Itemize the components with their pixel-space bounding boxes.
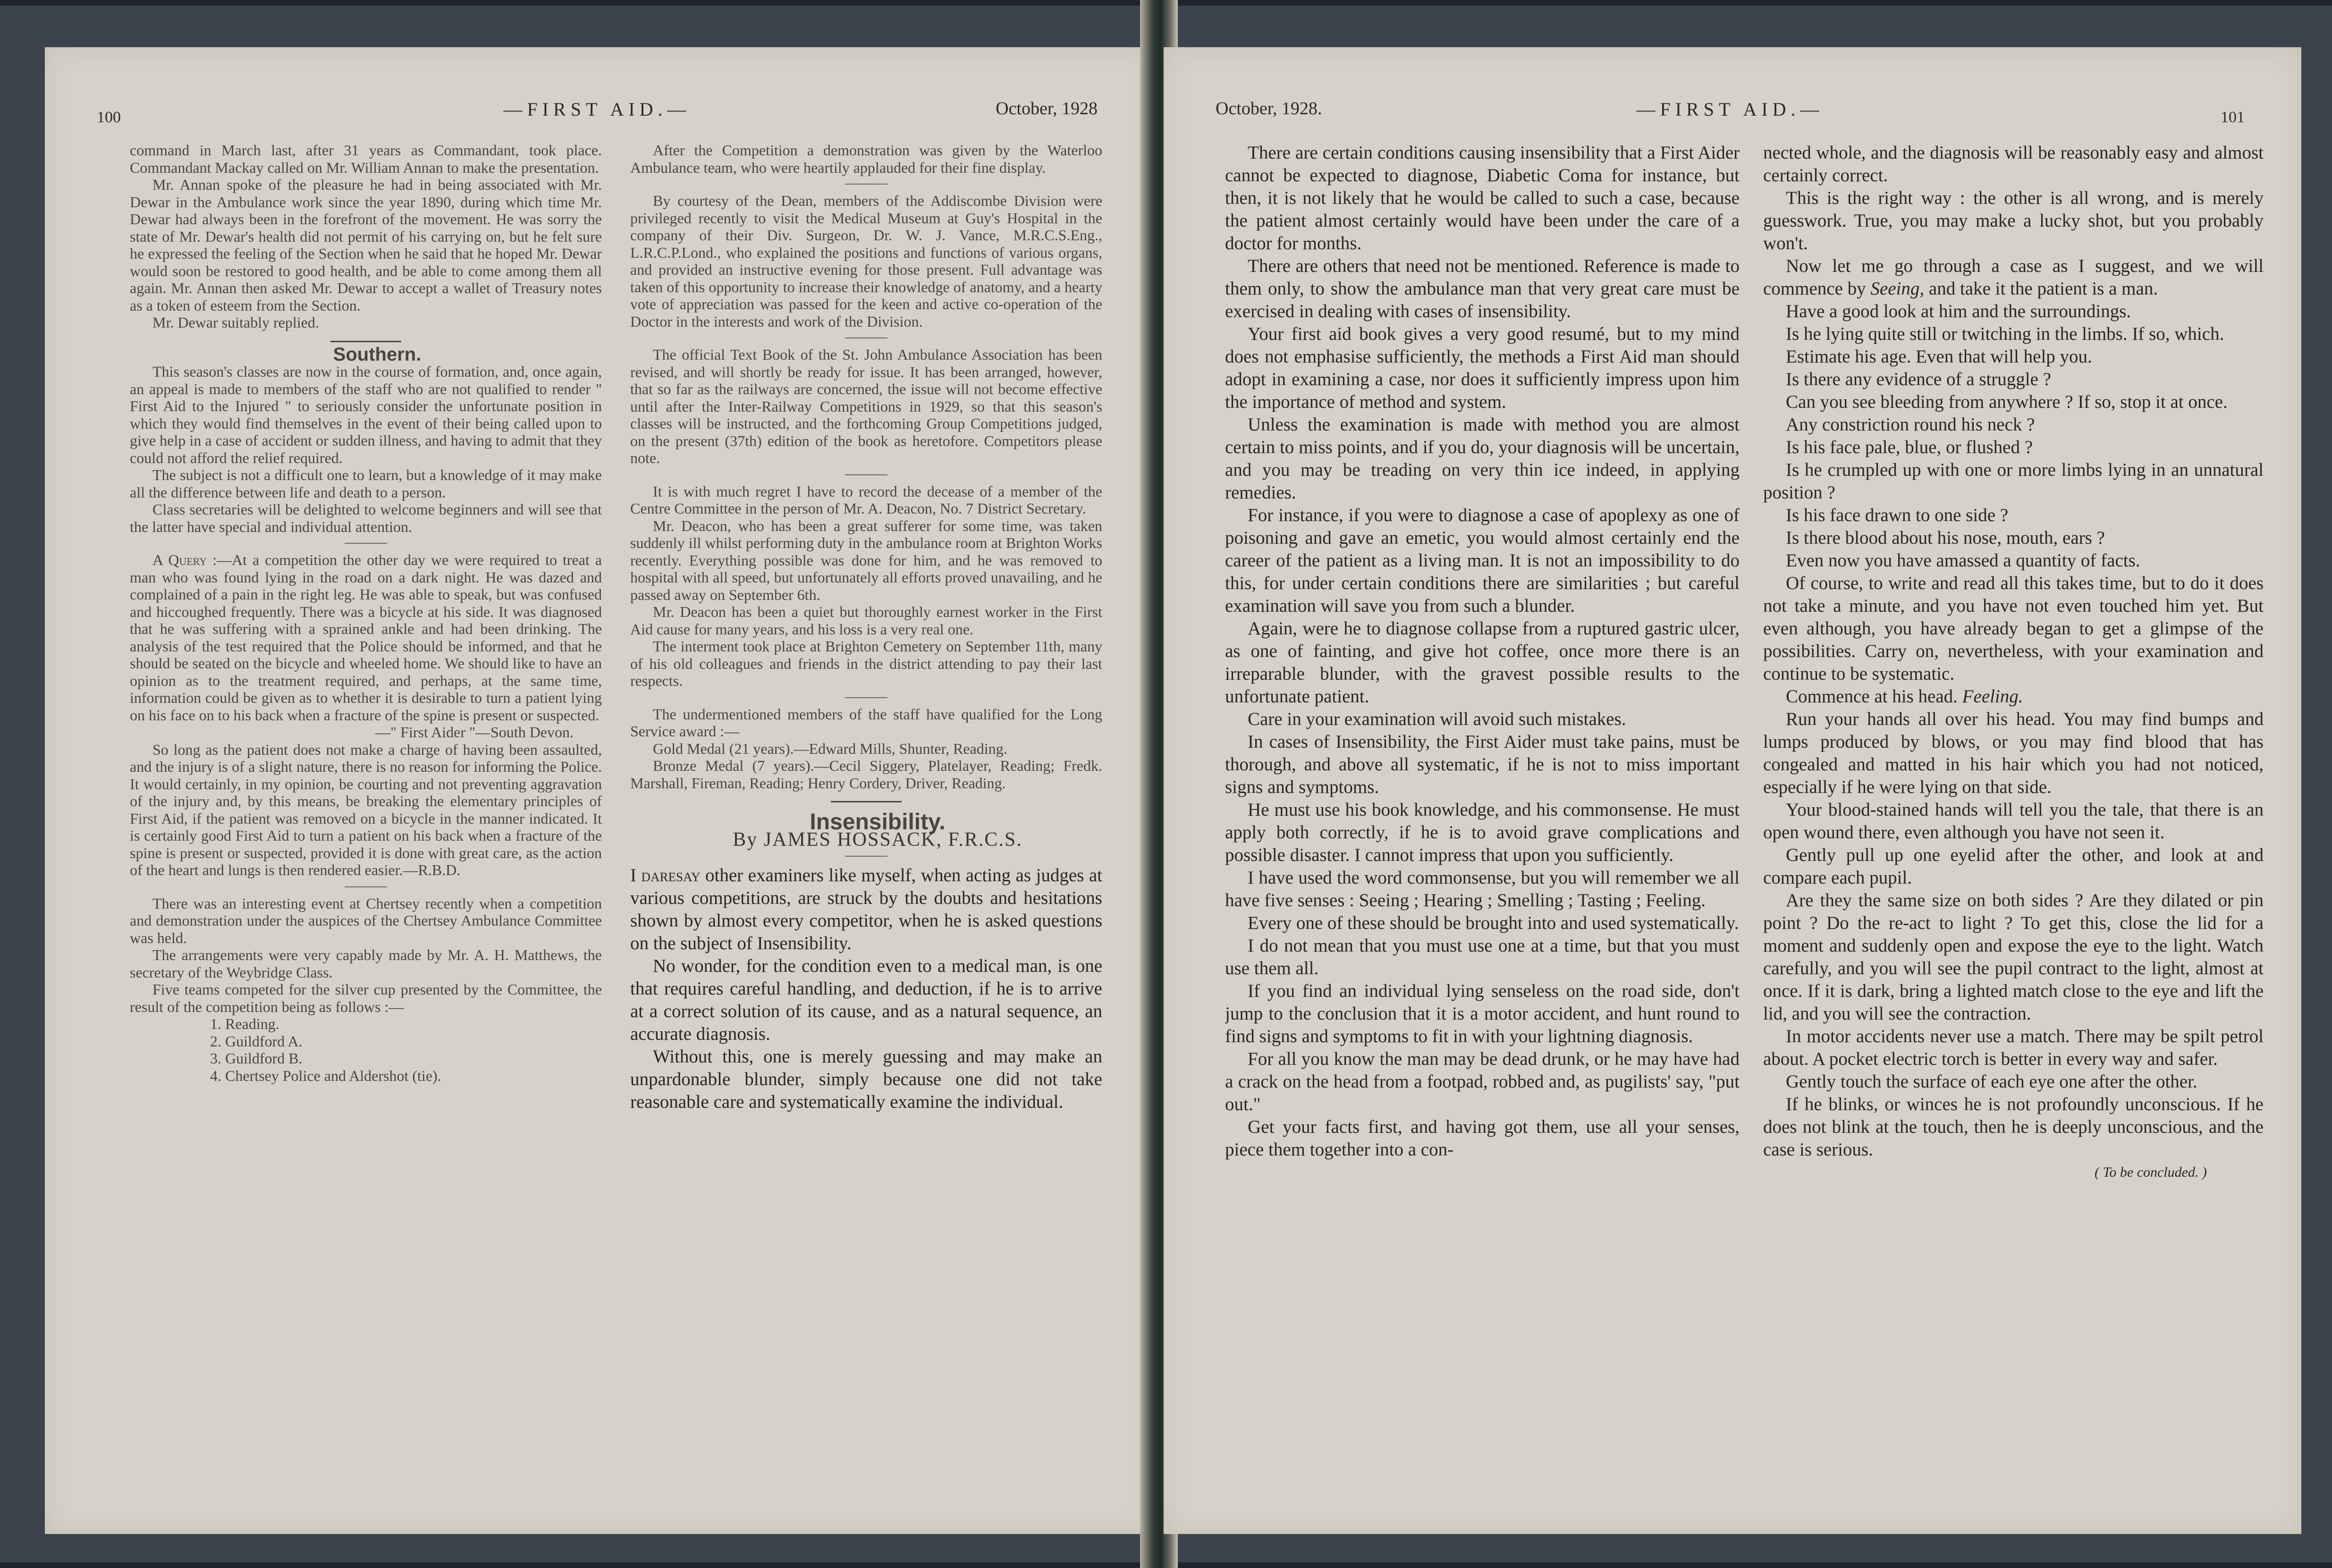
paragraph: Any constriction round his neck ? xyxy=(1786,414,2035,435)
left-running-head xyxy=(97,98,1098,131)
result-item: 1. Reading. xyxy=(210,1015,279,1032)
right-magazine-title: —FIRST AID.— xyxy=(1636,99,1824,120)
paragraph: Bronze Medal (7 years).—Cecil Siggery, Platelayer, Reading; Fredk. Marshall, Fireman, Reading; Henry Cordery, Driver, Reading. xyxy=(630,757,1102,792)
paragraph: Your first aid book gives a very good resumé, but to my mind does not emphasise sufficiently, the methods a First Aid man should adopt in examining a case, nor does it sufficiently impress upon him the importance of method and system. xyxy=(1225,324,1740,412)
paragraph: Is he lying quite still or twitching in the limbs. If so, which. xyxy=(1786,324,2224,344)
paragraph: I do not mean that you must use one at a time, but that you must use them all. xyxy=(1225,936,1740,978)
paragraph: Mr. Deacon, who has been a great sufferer for some time, was taken suddenly ill whilst performing duty in the ambulance room at Brighton Works recently. Everything possible was done for him, and he was removed to hospital with all speed, but unfortunately all efforts proved unavailing, and he passed away on September 6th. xyxy=(630,517,1102,603)
paragraph: Class secretaries will be delighted to welcome beginners and will see that the latter have special and individual attention. xyxy=(130,501,602,535)
divider xyxy=(845,184,887,185)
paragraph: Mr. Annan spoke of the pleasure he had in being associated with Mr. Dewar in the Ambulance work since the year 1890, during which time Mr. Dewar had always been in the forefront of the movement. He was sorry the state of Mr. Dewar's health did not permit of his carrying on, but he felt sure he expressed the feeling of the Section when he said that he hoped Mr. Dewar would soon be restored to good health, and be able to come among them all again. Mr. Annan then asked Mr. Dewar to accept a wallet of Treasury notes as a token of esteem from the Section. xyxy=(130,176,602,314)
divider xyxy=(345,543,387,544)
right-page xyxy=(1164,47,2301,1534)
query-paragraph xyxy=(130,551,602,724)
paragraph: Estimate his age. Even that will help you. xyxy=(1786,346,2092,367)
left-issue-date: October, 1928 xyxy=(996,99,1098,118)
paragraph: Without this, one is merely guessing and may make an unpardonable blunder, simply because one did not take reasonable care and systematically examine the individual. xyxy=(630,1046,1102,1112)
paragraph: Gently touch the surface of each eye one after the other. xyxy=(1786,1071,2197,1092)
divider xyxy=(845,856,887,857)
paragraph: The subject is not a difficult one to learn, but a knowledge of it may make all the difference between life and death to a person. xyxy=(130,466,602,501)
paragraph: So long as the patient does not make a charge of having been assaulted, and the injury is of a slight nature, there is no reason for informing the Police. It would certainly, in my opinion, be courting and not preventing aggravation of the injury and, by this means, be breaking the elementary principles of First Aid, if the patient was removed on a bicycle in the manner indicated. It is certainly good First Aid to turn a patient on his back when a fracture of the spine is present or suspected, provided it is done with great care, as the action of the heart and lungs is then rendered easier.—R.B.D. xyxy=(130,741,602,878)
paragraph: Is his face pale, blue, or flushed ? xyxy=(1786,437,2033,457)
paragraph: For instance, if you were to diagnose a case of apoplexy as one of poisoning and gave an emetic, you would almost certainly end the career of the patient as a living man. It is not an impossibility to do this, for under certain conditions there are similarities ; but careful examination will save you from such a blunder. xyxy=(1225,505,1740,616)
paragraph: In cases of Insensibility, the First Aider must take pains, must be thorough, and above all systematic, if he is not to miss important signs and symptoms. xyxy=(1225,732,1740,797)
paragraph: The undermentioned members of the staff have qualified for the Long Service award :— xyxy=(630,705,1102,740)
paragraph: I have used the word commonsense, but you will remember we all have five senses : Seeing ; Hearing ; Smelling ; Tasting ; Feeling. xyxy=(1225,868,1740,910)
paragraph: Every one of these should be brought into and used systematically. xyxy=(1248,913,1739,933)
paragraph: There are others that need not be mentioned. Reference is made to them only, to show the ambulance man that very great care must be exercised in dealing with cases of insensibility. xyxy=(1225,256,1740,321)
paragraph: Gently pull up one eyelid after the other, and look at and compare each pupil. xyxy=(1763,845,2264,888)
paragraph: There was an interesting event at Chertsey recently when a competition and demonstration under the auspices of the Chertsey Ambulance Committee was held. xyxy=(130,894,602,946)
paragraph xyxy=(630,864,1102,955)
paragraph: Gold Medal (21 years).—Edward Mills, Shunter, Reading. xyxy=(653,740,1007,757)
result-item: 3. Guildford B. xyxy=(210,1050,303,1067)
divider xyxy=(345,886,387,887)
paragraph: Five teams competed for the silver cup presented by the Committee, the result of the competition being as follows :— xyxy=(130,981,602,1015)
paragraph: By courtesy of the Dean, members of the Addiscombe Division were privileged recently to visit the Medical Museum at Guy's Hospital in the company of their Div. Surgeon, Dr. W. J. Vance, M.R.C.S.Eng., L.R.C.P.Lond., who explained the positions and functions of various organs, and provided an instructive evening for those present. Full advantage was taken of this opportunity to increase their knowledge of anatomy, and a hearty vote of appreciation was passed for the keen and active co-operation of the Doctor in the interests and work of the Division. xyxy=(630,192,1102,330)
paragraph: For all you know the man may be dead drunk, or he may have had a crack on the head from a footpad, robbed and, as pugilists' say, "put out." xyxy=(1225,1049,1740,1114)
paragraph: Again, were he to diagnose collapse from a ruptured gastric ulcer, as one of fainting, and give hot coffee, once more there is an irreparable blunder, with the gravest possible results to the unfortunate patient. xyxy=(1225,618,1740,707)
paragraph: Is his face drawn to one side ? xyxy=(1786,505,2009,525)
paragraph-text: other examiners like myself, when acting as judges at various competitions, are struck by the doubts and hesitations shown by almost every competitor, when he is asked questions on the subject of Insensibility. xyxy=(630,865,1102,953)
section-heading-southern: Southern. xyxy=(333,344,422,365)
paragraph: The official Text Book of the St. John Ambulance Association has been revised, and will shortly be ready for issue. It has been arranged, however, that so far as the railways are concerned, the issue will not become effective until after the Inter-Railway Competitions in 1929, so that this season's classes will be instructed, and the forthcoming Group Competitions judged, on the present (37th) edition of the book as heretofore. Competitors please note. xyxy=(630,346,1102,466)
article-title: Insensibility. xyxy=(810,809,946,835)
paragraph: Mr. Deacon has been a quiet but thoroughly earnest worker in the First Aid cause for many years, and his loss is a very real one. xyxy=(630,603,1102,638)
paragraph: Run your hands all over his head. You may find bumps and lumps produced by blows, or you may find blood that has congealed and matted in his hair which you had not noticed, especially if he were lying on that side. xyxy=(1763,709,2264,797)
paragraph: There are certain conditions causing insensibility that a First Aider cannot be expected to diagnose, Diabetic Coma for instance, but then, it is not likely that he would be called to such a case, because the patient almost certainly would have been under the care of a doctor for months. xyxy=(1225,143,1740,253)
right-column-1 xyxy=(1225,142,1740,1501)
paragraph: Is he crumpled up with one or more limbs lying in an unnatural position ? xyxy=(1763,460,2264,503)
right-issue-date: October, 1928. xyxy=(1216,99,1322,118)
paragraph-text: Commence at his head. xyxy=(1786,686,1962,707)
paragraph: He must use his book knowledge, and his commonsense. He must apply both correctly, if he is to avoid grave complications and possible disaster. I cannot impress that upon you sufficiently. xyxy=(1225,800,1740,865)
paragraph: Can you see bleeding from anywhere ? If so, stop it at once. xyxy=(1786,392,2228,412)
paragraph: After the Competition a demonstration was given by the Waterloo Ambulance team, who were heartily applauded for their fine display. xyxy=(630,142,1102,176)
left-page-number: 100 xyxy=(97,109,121,126)
result-item: 4. Chertsey Police and Aldershot (tie). xyxy=(210,1067,441,1084)
drop-word: I daresay xyxy=(630,865,701,885)
paragraph: command in March last, after 31 years as Commandant, took place. Commandant Mackay called on Mr. William Annan to make the presentation. xyxy=(130,142,602,176)
paragraph: Are they the same size on both sides ? Are they dilated or pin point ? Do the re-act to light ? To get this, close the lid for a moment and suddenly open and expose the eye to the light. Watch carefully, and you will see the pupil contract to the light, almost at once. If it is dark, bring a lighted match close to the eye and lift the lid, and you will see the contraction. xyxy=(1763,890,2264,1024)
paragraph-text: and take it the patient is a man. xyxy=(1924,278,2158,299)
paragraph: Have a good look at him and the surroundings. xyxy=(1786,301,2131,321)
paragraph: Of course, to write and read all this takes time, but to do it does not take a minute, and you have not even touched him yet. But even although, you have already began to get a glimpse of the possibilities. Carry on, nevertheless, with your examination and continue to be systematic. xyxy=(1763,573,2264,684)
ornament-rule xyxy=(330,341,401,342)
paragraph: The arrangements were very capably made by Mr. A. H. Matthews, the secretary of the Weybridge Class. xyxy=(130,946,602,981)
paragraph: Mr. Dewar suitably replied. xyxy=(152,314,319,331)
right-page-number: 101 xyxy=(2221,109,2245,126)
right-column-2 xyxy=(1763,142,2264,1501)
paragraph-text: Now let me go through a case as I suggest, and we will commence by xyxy=(1763,256,2264,299)
paragraph: The interment took place at Brighton Cemetery on September 11th, many of his old colleagues and friends in the district attending to pay their last respects. xyxy=(630,638,1102,689)
paragraph: Is there blood about his nose, mouth, ears ? xyxy=(1786,528,2105,548)
right-running-head xyxy=(1216,98,2245,131)
query-label: A Query xyxy=(152,551,207,568)
paragraph: Your blood-stained hands will tell you the tale, that there is an open wound there, even although you have not seen it. xyxy=(1763,800,2264,843)
left-page xyxy=(45,47,1154,1534)
to-be-concluded-note: ( To be concluded. ) xyxy=(2094,1164,2207,1180)
query-text: :—At a competition the other day we were required to treat a man who was found lying in the road on a dark night. He was dazed and complained of a pain in the right leg. He was able to speak, but was confused and hiccoughed frequently. There was a bicycle at his side. It was diagnosed that he was suffering with a sprained ankle and had been drinking. The analysis of the test required that the Police should be informed, and that he should be seated on the bicycle and wheeled home. We should like to have an opinion as to the treatment required, and perhaps, at the same time, information could be given as to whether it is desirable to turn a patient lying on his face on to his back when a fracture of the spine is present or suspected. xyxy=(130,551,602,724)
left-column-2 xyxy=(630,142,1102,1501)
divider xyxy=(845,697,887,698)
paragraph xyxy=(1763,685,2264,708)
emphasis-feeling: Feeling. xyxy=(1962,686,2023,707)
article-intro xyxy=(630,864,1102,1113)
paragraph: nected whole, and the diagnosis will be reasonably easy and almost certainly correct. xyxy=(1763,143,2264,185)
paragraph: Unless the examination is made with method you are almost certain to miss points, and if you do, your diagnosis will be uncertain, and you may be treading on very thin ice indeed, in applying remedies. xyxy=(1225,414,1740,503)
paragraph: No wonder, for the condition even to a medical man, is one that requires careful handling, and deduction, if he is to arrive at a correct solution of its cause, and as a natural sequence, an accurate diagnosis. xyxy=(630,956,1102,1044)
article-byline: By JAMES HOSSACK, F.R.C.S. xyxy=(733,828,1022,851)
paragraph: Get your facts first, and having got them, use all your senses, piece them together into a con- xyxy=(1225,1117,1740,1160)
emphasis-seeing: Seeing, xyxy=(1870,278,1925,299)
paragraph: Even now you have amassed a quantity of facts. xyxy=(1786,550,2140,571)
divider xyxy=(845,474,887,475)
paragraph: It is with much regret I have to record the decease of a member of the Centre Committee in the person of Mr. A. Deacon, No. 7 District Secretary. xyxy=(630,482,1102,517)
paragraph: In motor accidents never use a match. There may be spilt petrol about. A pocket electric torch is better in every way and safer. xyxy=(1763,1026,2264,1069)
open-magazine xyxy=(45,47,2301,1534)
paragraph: Is there any evidence of a struggle ? xyxy=(1786,369,2051,389)
paragraph: This season's classes are now in the course of formation, and, once again, an appeal is made to members of the staff who are not qualified to render " First Aid to the Injured " to seriously consider the unfortunate position in which they would find themselves in the event of their being called upon to give help in a case of accident or sudden illness, and having to admit that they could not afford the relief required. xyxy=(130,363,602,466)
paragraph: This is the right way : the other is all wrong, and is merely guesswork. True, you may make a lucky shot, but you probably won't. xyxy=(1763,188,2264,253)
left-magazine-title: —FIRST AID.— xyxy=(503,99,691,120)
paragraph xyxy=(1763,255,2264,300)
result-item: 2. Guildford A. xyxy=(210,1032,303,1050)
divider xyxy=(845,337,887,338)
ornament-rule xyxy=(831,801,902,802)
paragraph: If he blinks, or winces he is not profoundly unconscious. If he does not blink at the touch, then he is deeply unconscious, and the case is serious. xyxy=(1763,1094,2264,1160)
paragraph: If you find an individual lying senseless on the road side, don't jump to the conclusion that it is a motor accident, and hunt round to find signs and symptoms to fit in with your lightning diagnosis. xyxy=(1225,981,1740,1046)
left-column-1 xyxy=(130,142,602,1501)
paragraph: Care in your examination will avoid such mistakes. xyxy=(1248,709,1626,729)
signature: —" First Aider "—South Devon. xyxy=(375,724,574,741)
